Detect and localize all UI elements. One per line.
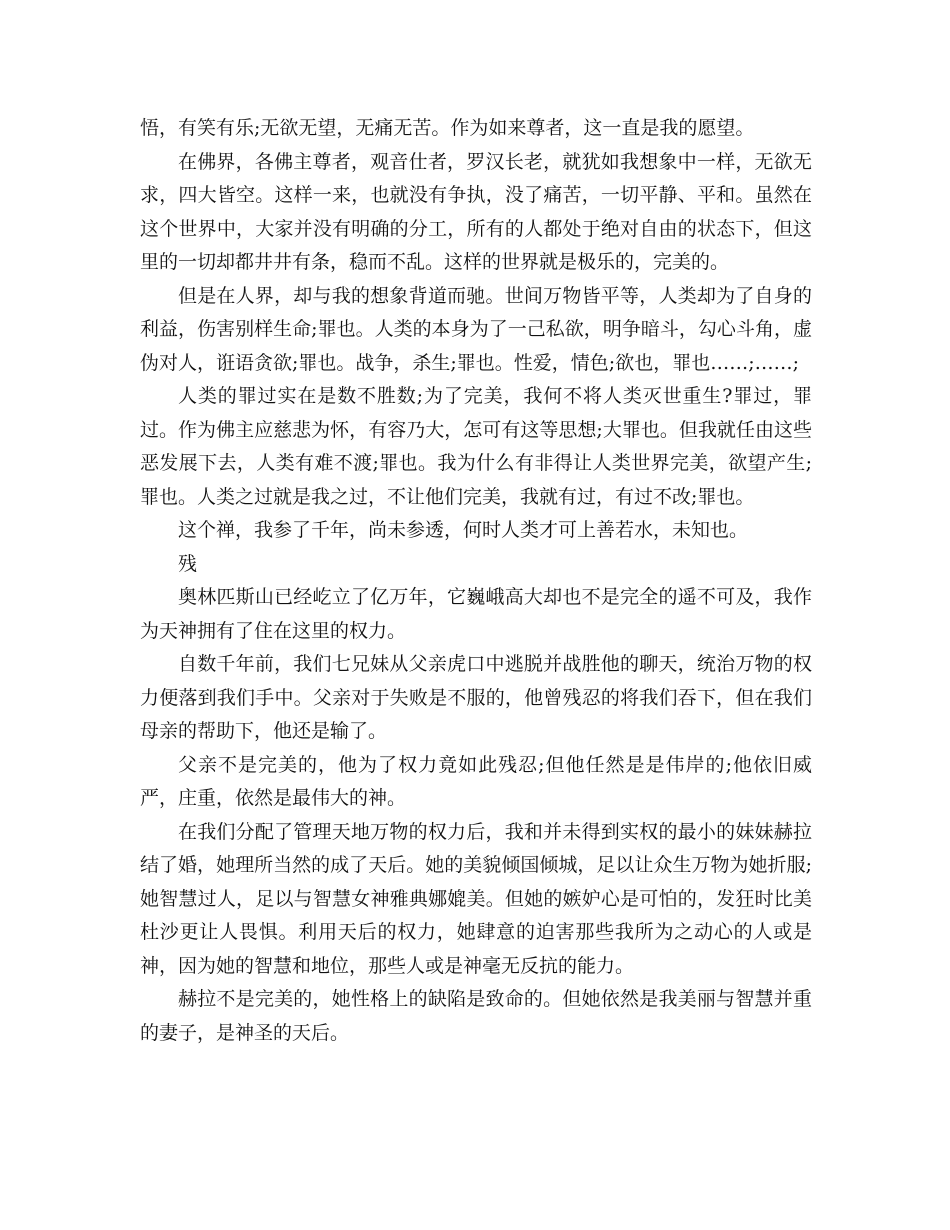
body-text — [140, 112, 812, 1050]
paragraph-siblings: 自数千年前，我们七兄妹从父亲虎口中逃脱并战胜他的聊天，统治万物的权力便落到我们手中。父亲对于失败是不服的，他曾残忍的将我们吞下，但在我们母亲的帮助下，他还是输了。 — [140, 653, 812, 742]
paragraph-continued: 悟，有笑有乐;无欲无望，无痛无苦。作为如来尊者，这一直是我的愿望。 — [140, 117, 755, 139]
paragraph-human-sins: 人类的罪过实在是数不胜数;为了完美，我何不将人类灭世重生?罪过，罪过。作为佛主应慈悲为怀，有容乃大，怎可有这等思想;大罪也。但我就任由这些恶发展下去，人类有难不渡;罪也。我为什么有非得让人类世界完美，欲望产生;罪也。人类之过就是我之过，不让他们完美，我就有过，有过不改;罪也。 — [140, 385, 812, 508]
paragraph-father: 父亲不是完美的，他为了权力竟如此残忍;但他任然是是伟岸的;他依旧威严，庄重，依然是最伟大的神。 — [140, 753, 812, 809]
paragraph-buddha-realm: 在佛界，各佛主尊者，观音仕者，罗汉长老，就犹如我想象中一样，无欲无求，四大皆空。这样一来，也就没有争执，没了痛苦，一切平静、平和。虽然在这个世界中，大家并没有明确的分工，所有的人都处于绝对自由的状态下，但这里的一切却都井井有条，稳而不乱。这样的世界就是极乐的，完美的。 — [140, 150, 812, 273]
paragraph-olympus: 奥林匹斯山已经屹立了亿万年，它巍峨高大却也不是完全的遥不可及，我作为天神拥有了住在这里的权力。 — [140, 586, 812, 642]
paragraph-hera-marriage: 在我们分配了管理天地万物的权力后，我和并未得到实权的最小的妹妹赫拉结了婚，她理所当然的成了天后。她的美貌倾国倾城，足以让众生万物为她折服;她智慧过人，足以与智慧女神雅典娜媲美。但她的嫉妒心是可怕的，发狂时比美杜沙更让人畏惧。利用天后的权力，她肆意的迫害那些我所为之动心的人或是神，因为她的智慧和地位，那些人或是神毫无反抗的能力。 — [140, 820, 812, 977]
paragraph-hera-flaw: 赫拉不是完美的，她性格上的缺陷是致命的。但她依然是我美丽与智慧并重的妻子，是神圣的天后。 — [140, 988, 812, 1044]
paragraph-human-realm: 但是在人界，却与我的想象背道而驰。世间万物皆平等，人类却为了自身的利益，伤害别样生命;罪也。人类的本身为了一己私欲，明争暗斗，勾心斗角，虚伪对人，诳语贪欲;罪也。战争，杀生;罪也。性爱，情色;欲也，罪也……;……; — [140, 284, 812, 374]
section-heading-can: 残 — [178, 552, 198, 575]
paragraph-meditation: 这个禅，我参了千年，尚未参透，何时人类才可上善若水，未知也。 — [178, 519, 749, 541]
